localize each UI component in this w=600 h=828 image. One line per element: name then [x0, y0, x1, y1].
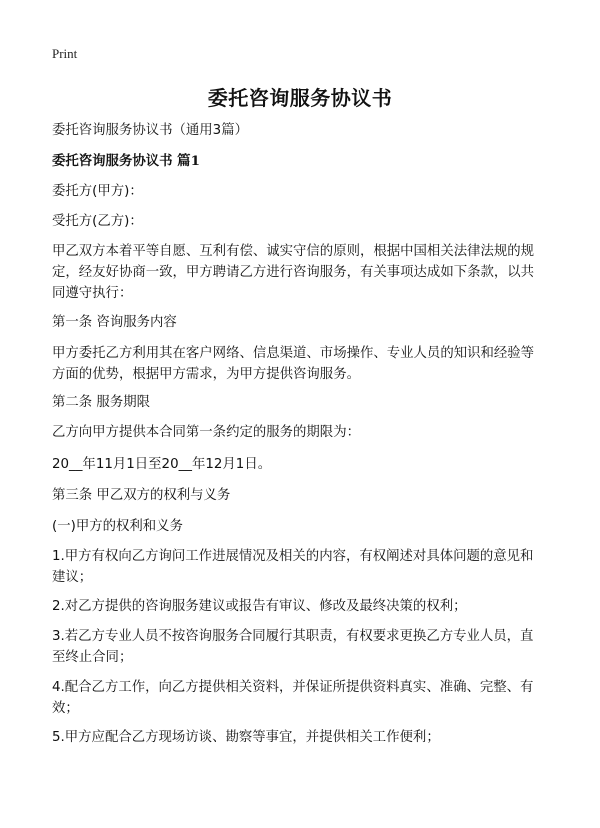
party-b-label: 受托方(乙方)：: [52, 214, 143, 229]
article1-line: 方面的优势，根据甲方需求，为甲方提供咨询服务。: [52, 367, 360, 382]
document-title: 委托咨询服务协议书: [207, 86, 393, 110]
party-a-label: 委托方(甲方)：: [52, 184, 143, 199]
article2-title: 第二条 服务期限: [52, 395, 150, 410]
intro-paragraph: [52, 241, 552, 304]
list-item-line: 3.若乙方专业人员不按咨询服务合同履行其职责，有权要求更换乙方专业人员，直: [52, 629, 534, 644]
list-item: [52, 677, 552, 719]
article3-subheading: (一)甲方的权利和义务: [52, 519, 183, 534]
document-subtitle: 委托咨询服务协议书（通用3篇）: [52, 123, 248, 138]
article3-title: 第三条 甲乙双方的权利与义务: [52, 488, 231, 503]
article2-dates: 20__年11月1日至20__年12月1日。: [52, 457, 272, 472]
list-item-line: 建议；: [52, 570, 93, 585]
list-item-line: 效；: [52, 701, 79, 716]
print-link[interactable]: Print: [52, 46, 78, 61]
intro-line: 同遵守执行：: [52, 286, 133, 301]
article2-text: 乙方向甲方提供本合同第一条约定的服务的期限为：: [52, 425, 360, 440]
article1-line: 甲方委托乙方利用其在客户网络、信息渠道、市场操作、专业人员的知识和经验等: [52, 346, 535, 361]
intro-line: 定，经友好协商一致，甲方聘请乙方进行咨询服务，有关事项达成如下条款，以共: [52, 265, 535, 280]
section-heading: 委托咨询服务协议书 篇1: [52, 153, 200, 169]
list-item-line: 至终止合同；: [52, 650, 133, 665]
list-item-line: 4.配合乙方工作，向乙方提供相关资料，并保证所提供资料真实、准确、完整、有: [52, 680, 534, 695]
list-item: [52, 546, 552, 588]
list-item-line: 1.甲方有权向乙方询问工作进展情况及相关的内容，有权阐述对具体问题的意见和: [52, 549, 534, 564]
intro-line: 甲乙双方本着平等自愿、互利有偿、诚实守信的原则，根据中国相关法律法规的规: [52, 244, 535, 259]
article1-title: 第一条 咨询服务内容: [52, 315, 177, 330]
list-item: [52, 626, 552, 668]
list-item: 2.对乙方提供的咨询服务建议或报告有审议、修改及最终决策的权利；: [52, 599, 467, 614]
article1-paragraph: [52, 343, 552, 385]
list-item: 5.甲方应配合乙方现场访谈、勘察等事宜，并提供相关工作便利；: [52, 730, 440, 745]
